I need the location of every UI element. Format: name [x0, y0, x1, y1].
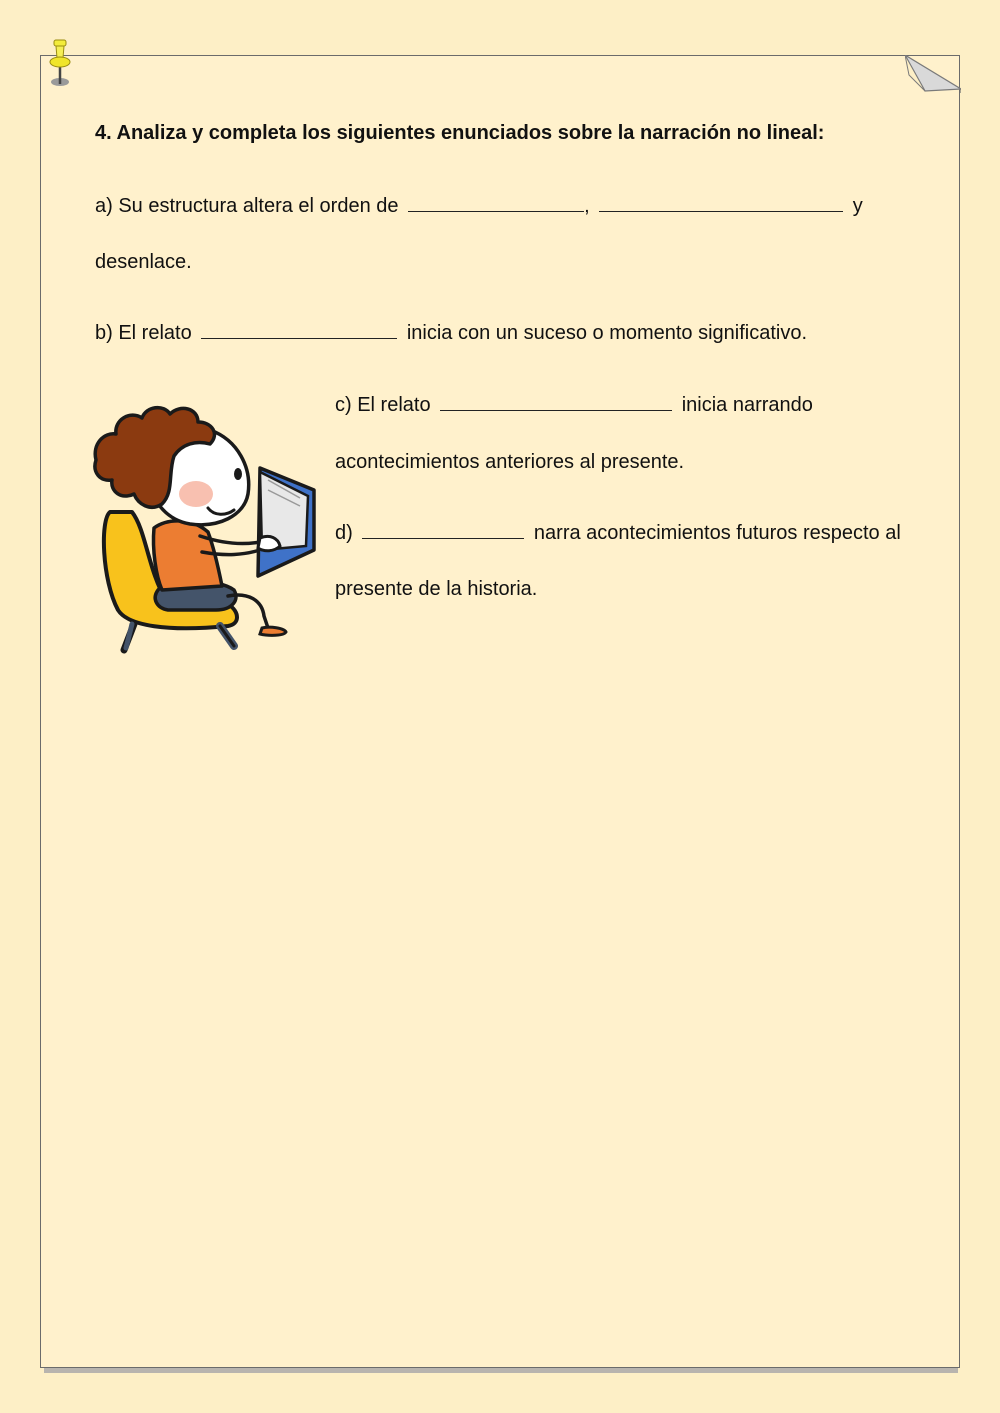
exercise-title: 4. Analiza y completa los siguientes enunciados sobre la narración no lineal:: [95, 122, 825, 144]
item-b-blank[interactable]: [201, 319, 397, 339]
page-shadow: [44, 1368, 958, 1373]
item-c-blank[interactable]: [440, 391, 672, 411]
item-a-comma: ,: [584, 195, 590, 217]
item-a-blank-1[interactable]: [408, 192, 584, 212]
item-d-continuation: presente de la historia.: [335, 578, 538, 600]
item-d-suffix: narra acontecimientos futuros respecto al: [533, 522, 901, 544]
item-a-prefix: a) Su estructura altera el orden de: [95, 195, 399, 217]
item-a-blank-2[interactable]: [599, 192, 843, 212]
item-c-continuation: acontecimientos anteriores al presente.: [335, 451, 685, 473]
item-b-suffix: inicia con un suceso o momento significativo.: [406, 322, 808, 344]
item-d-line-1: [335, 519, 901, 546]
item-b-line: [95, 319, 807, 346]
item-d-prefix: d): [335, 522, 353, 544]
item-c-prefix: c) El relato: [335, 394, 431, 416]
child-reading-book-icon: [88, 400, 324, 658]
page-curl-icon: [905, 55, 961, 93]
item-a-conjunction: y: [852, 195, 863, 217]
pushpin-icon: [46, 38, 76, 90]
item-d-blank[interactable]: [362, 519, 524, 539]
item-b-prefix: b) El relato: [95, 322, 192, 344]
item-c-suffix: inicia narrando: [681, 394, 813, 416]
item-a-line-1: [95, 192, 863, 219]
item-c-line-1: [335, 391, 813, 418]
item-a-continuation: desenlace.: [95, 251, 192, 273]
